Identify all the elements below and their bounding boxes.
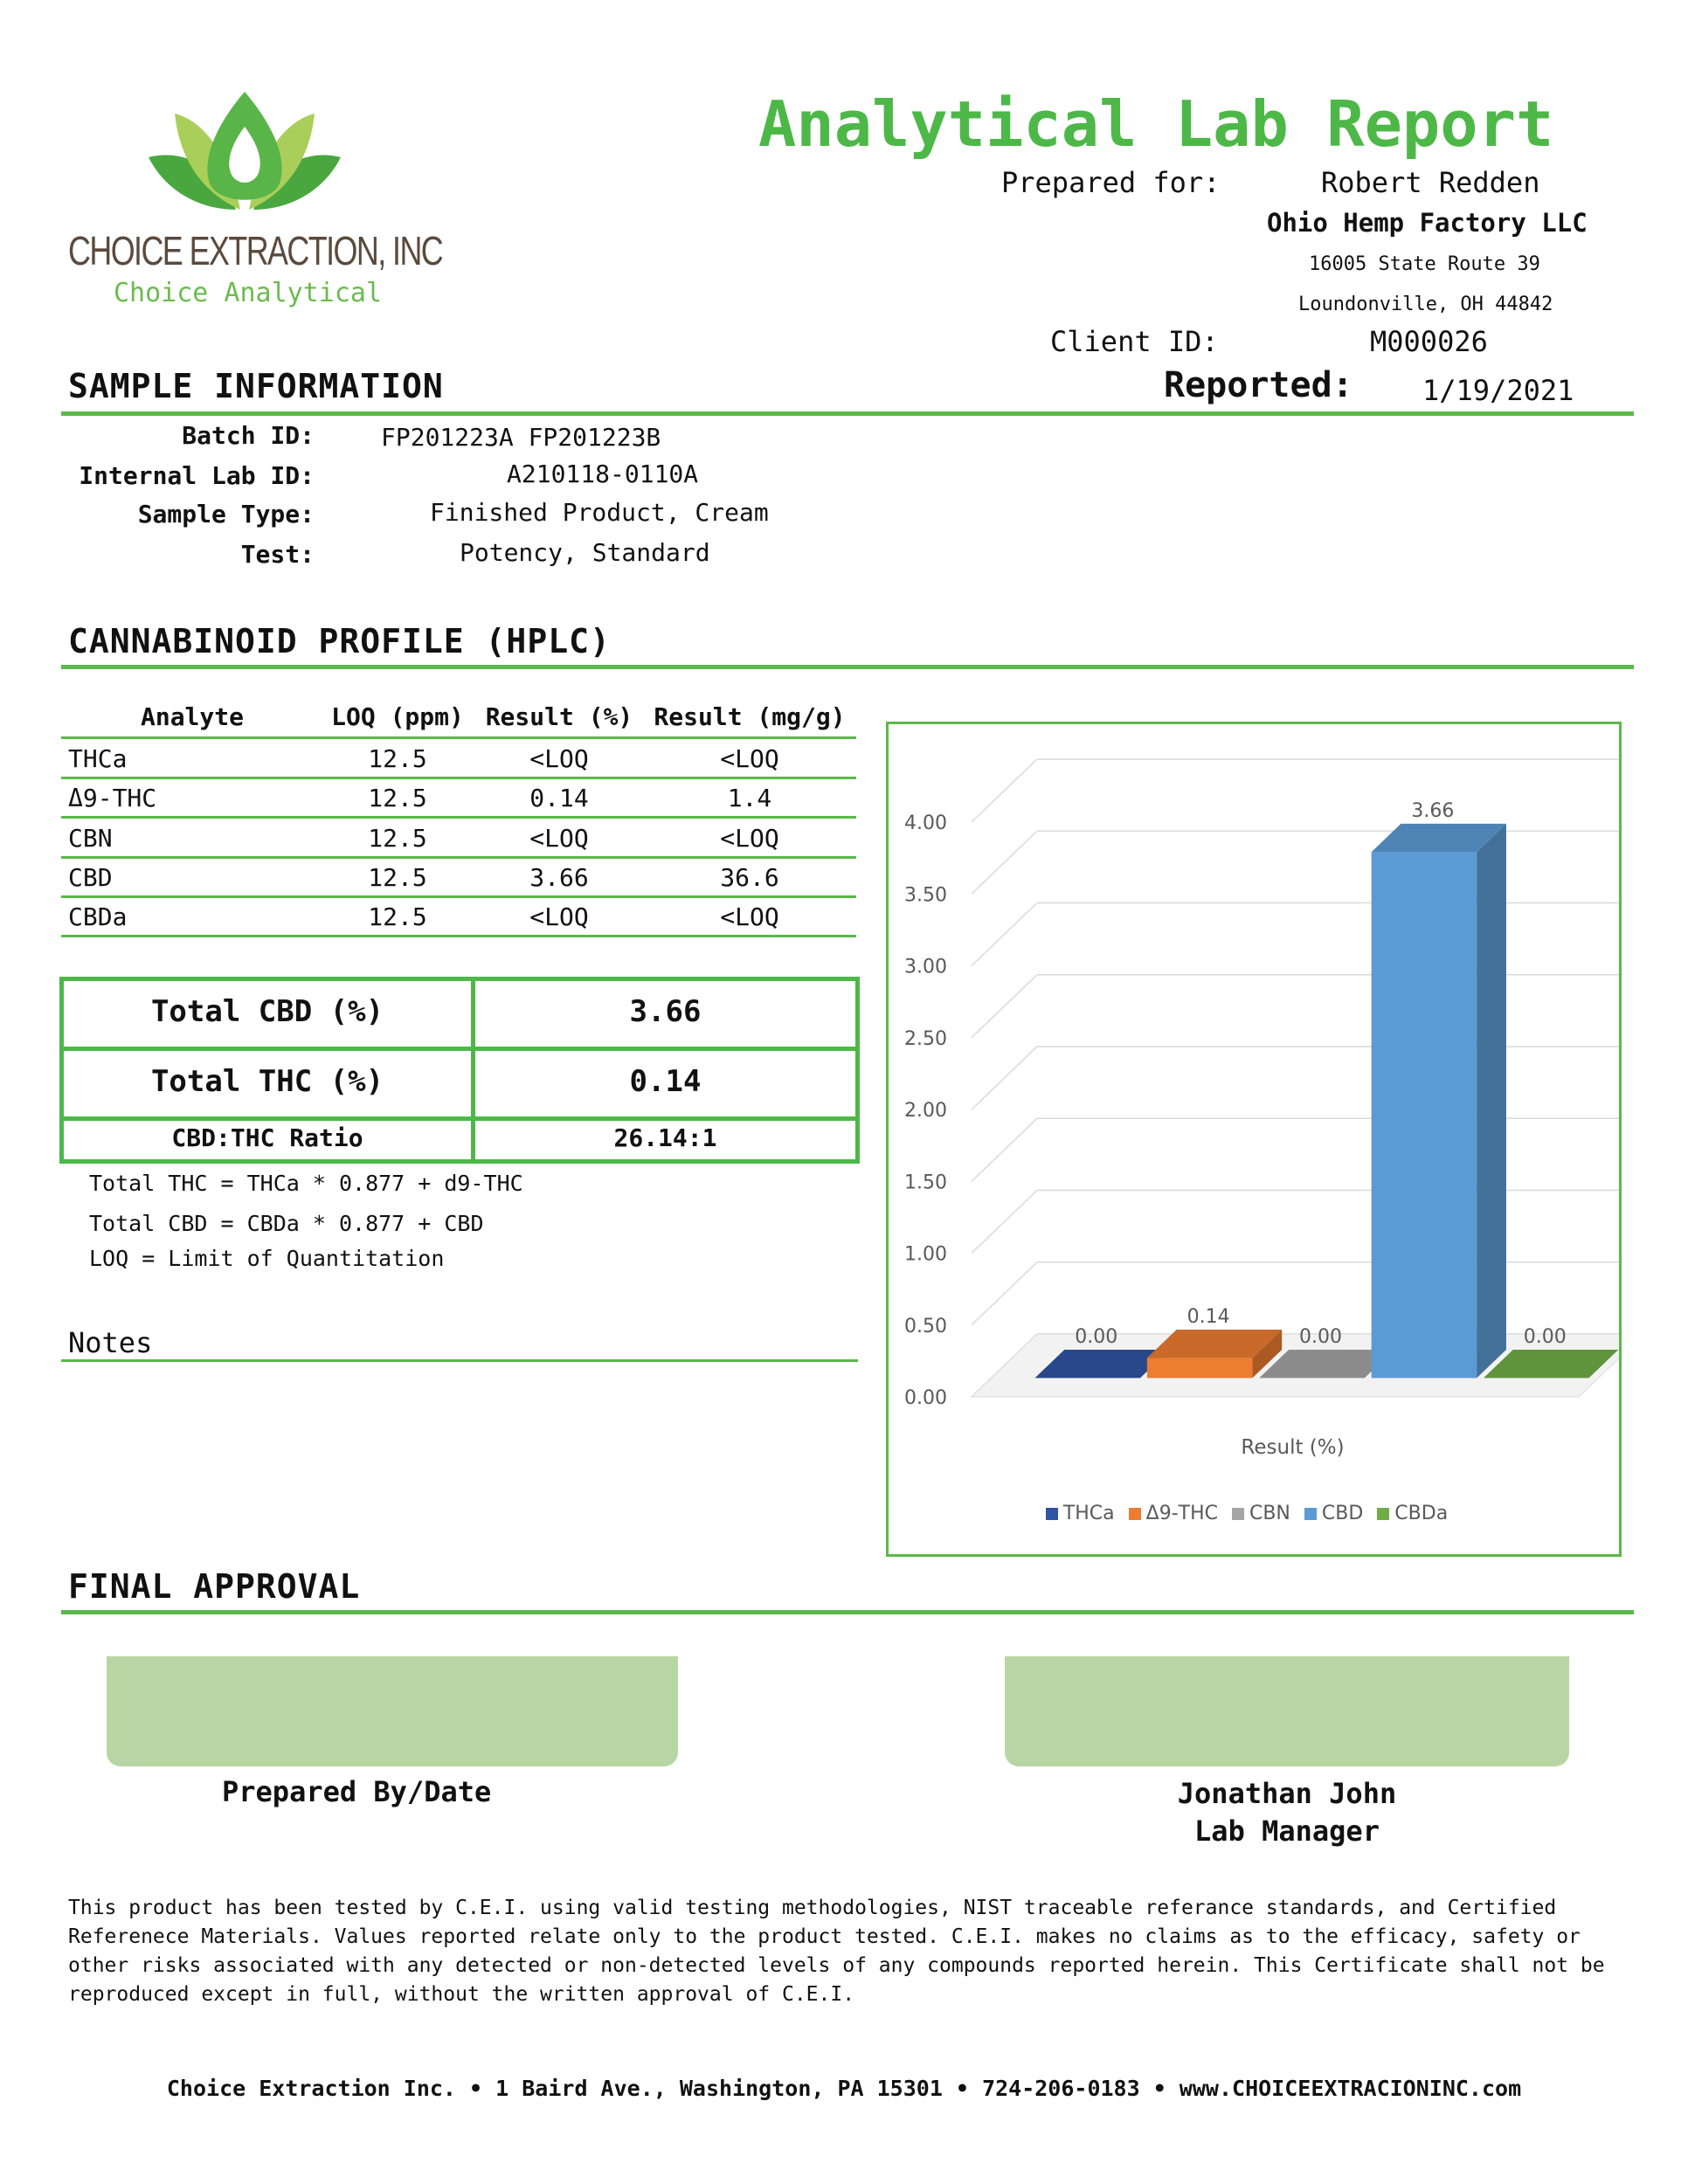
footer-contact: Choice Extraction Inc. • 1 Baird Ave., Washington, PA 15301 • 724-206-0183 • www.CHOICEEXTRACIONINC.com: [166, 2076, 1522, 2101]
bar-data-label: 0.00: [1075, 1326, 1118, 1348]
profile-heading: CANNABINOID PROFILE (HPLC): [68, 622, 611, 660]
row-result-mg: 1.4: [727, 784, 772, 812]
gridline-side: [972, 903, 1037, 966]
row-result-pct: 0.14: [529, 784, 589, 812]
gridline-side: [972, 975, 1037, 1038]
result-bar-chart: [889, 724, 1619, 1554]
gridline-side: [972, 831, 1037, 894]
sample-heading: SAMPLE INFORMATION: [68, 367, 444, 405]
ratio-value: 26.14:1: [613, 1123, 717, 1152]
row-result-pct: <LOQ: [529, 902, 589, 931]
y-tick-label: 1.50: [904, 1171, 947, 1194]
col-header-result-mg: Result (mg/g): [654, 702, 846, 731]
gridline-side: [972, 1047, 1037, 1109]
row-result-pct: <LOQ: [529, 744, 589, 773]
lotus-icon: [149, 87, 341, 218]
table-header-rule: [61, 736, 856, 739]
gridline-side: [972, 759, 1037, 822]
legend-label: CBD: [1321, 1503, 1364, 1524]
row-rule: [61, 935, 856, 937]
total-cbd-label: Total CBD (%): [150, 994, 384, 1029]
preparer-signature-box: [107, 1656, 678, 1766]
legend-label: CBDa: [1394, 1503, 1449, 1524]
bar-data-label: 0.00: [1299, 1326, 1343, 1348]
legend-label: Δ9-THC: [1145, 1503, 1218, 1524]
row-result-pct: 3.66: [529, 863, 589, 892]
manager-signature-box: [1005, 1656, 1569, 1766]
col-header-result-pct: Result (%): [485, 702, 633, 731]
gridline-side: [972, 1118, 1037, 1181]
col-header-loq: LOQ (ppm): [331, 702, 464, 731]
legend-swatch: [1129, 1508, 1141, 1520]
reported-date: 1/19/2021: [1422, 374, 1574, 407]
y-tick-label: 2.00: [904, 1100, 947, 1122]
row-loq: 12.5: [368, 744, 427, 773]
manager-title: Lab Manager: [1194, 1814, 1380, 1848]
company-subtitle: Choice Analytical: [114, 278, 383, 308]
legend-swatch: [1046, 1508, 1058, 1520]
row-loq: 12.5: [368, 863, 427, 892]
disclaimer-line: other risks associated with any detected or non-detected levels of any compounds reported herein. This Certificate shall not be: [68, 1954, 1605, 1977]
manager-name: Jonathan John: [1177, 1777, 1397, 1810]
client-id: M000026: [1370, 325, 1488, 358]
gridline-side: [972, 1191, 1037, 1254]
legend-swatch: [1232, 1508, 1244, 1520]
total-thc-label: Total THC (%): [150, 1064, 384, 1099]
sample-type-value: Finished Product, Cream: [430, 498, 769, 527]
row-loq: 12.5: [368, 784, 427, 812]
row-result-mg: <LOQ: [720, 824, 779, 853]
legend-item-thca: [1046, 1503, 1115, 1524]
bar-data-label: 0.14: [1186, 1305, 1230, 1328]
approval-heading: FINAL APPROVAL: [68, 1567, 361, 1606]
ratio-label: CBD:THC Ratio: [171, 1123, 363, 1152]
loq-definition: LOQ = Limit of Quantitation: [89, 1246, 445, 1271]
bar-front: [1147, 1358, 1253, 1378]
disclaimer-line: This product has been tested by C.E.I. using valid testing methodologies, NIST traceable referance standards, and Certified: [68, 1897, 1557, 1919]
x-axis-label: Result (%): [1241, 1436, 1345, 1459]
row-result-pct: <LOQ: [529, 824, 589, 853]
total-thc-value: 0.14: [629, 1064, 702, 1099]
col-header-analyte: Analyte: [140, 702, 244, 731]
row-rule: [61, 856, 856, 859]
bar-data-label: 3.66: [1411, 799, 1455, 822]
legend-item-d9thc: [1129, 1503, 1218, 1524]
row-analyte: THCa: [68, 744, 128, 773]
lab-id-label: Internal Lab ID:: [79, 461, 315, 490]
bar-data-label: 0.00: [1523, 1326, 1567, 1348]
chart-legend: [886, 1503, 1622, 1524]
logo: [52, 87, 454, 323]
sample-type-label: Sample Type:: [137, 500, 315, 529]
batch-id-value: FP201223A FP201223B: [381, 423, 661, 452]
company-name: CHOICE EXTRACTION, INC: [68, 228, 443, 273]
y-tick-label: 1.00: [904, 1243, 947, 1266]
bar-side: [1477, 824, 1506, 1378]
disclaimer-line: Referenece Materials. Values reported relate only to the product tested. C.E.I. makes no claims as to the efficacy, safety or: [68, 1925, 1581, 1948]
y-tick-label: 3.00: [904, 956, 947, 978]
client-company: Ohio Hemp Factory LLC: [1267, 208, 1588, 238]
bar-front: [1372, 852, 1477, 1378]
row-analyte: CBDa: [68, 902, 128, 931]
legend-swatch: [1377, 1508, 1389, 1520]
row-analyte: Δ9-THC: [68, 784, 157, 812]
total-cbd-value: 3.66: [629, 994, 702, 1029]
y-tick-label: 2.50: [904, 1027, 947, 1050]
row-rule: [61, 816, 856, 819]
client-name: Robert Redden: [1321, 166, 1540, 199]
row-result-mg: <LOQ: [720, 744, 779, 773]
formula-total-thc: Total THC = THCa * 0.877 + d9-THC: [89, 1171, 523, 1196]
lab-id-value: A210118-0110A: [507, 460, 699, 488]
approval-rule: [61, 1610, 1634, 1614]
profile-rule: [61, 665, 1634, 669]
disclaimer-line: reproduced except in full, without the written approval of C.E.I.: [68, 1983, 855, 2006]
notes-rule: [61, 1359, 858, 1362]
report-title: Analytical Lab Report: [758, 87, 1554, 161]
prepared-by-label: Prepared By/Date: [222, 1775, 492, 1808]
prepared-for-label: Prepared for:: [1001, 166, 1221, 199]
disclaimer: [68, 1894, 1605, 2009]
batch-id-label: Batch ID:: [182, 421, 315, 450]
row-analyte: CBD: [68, 863, 113, 892]
client-id-label: Client ID:: [1050, 325, 1219, 358]
legend-item-cbd: [1304, 1503, 1363, 1524]
legend-label: CBN: [1249, 1503, 1290, 1524]
row-rule: [61, 777, 856, 779]
sample-rule: [61, 411, 1634, 416]
row-analyte: CBN: [68, 824, 113, 853]
legend-item-cbda: [1377, 1503, 1448, 1524]
y-tick-label: 0.50: [904, 1315, 947, 1337]
test-label: Test:: [240, 540, 315, 569]
row-result-mg: 36.6: [720, 863, 779, 892]
client-address-line2: Loundonville, OH 44842: [1298, 294, 1553, 315]
y-tick-label: 4.00: [904, 812, 947, 834]
legend-label: THCa: [1062, 1503, 1115, 1524]
reported-label: Reported:: [1164, 365, 1353, 405]
test-value: Potency, Standard: [460, 538, 710, 567]
row-loq: 12.5: [368, 824, 427, 853]
legend-item-cbn: [1232, 1503, 1290, 1524]
gridline-side: [972, 1262, 1037, 1325]
notes-label: Notes: [68, 1326, 153, 1359]
y-tick-label: 0.00: [904, 1387, 947, 1409]
row-rule: [61, 895, 856, 898]
legend-swatch: [1304, 1508, 1317, 1520]
row-result-mg: <LOQ: [720, 902, 779, 931]
client-address-line1: 16005 State Route 39: [1309, 253, 1540, 275]
row-loq: 12.5: [368, 902, 427, 931]
y-tick-label: 3.50: [904, 884, 947, 907]
formula-total-cbd: Total CBD = CBDa * 0.877 + CBD: [89, 1211, 484, 1236]
